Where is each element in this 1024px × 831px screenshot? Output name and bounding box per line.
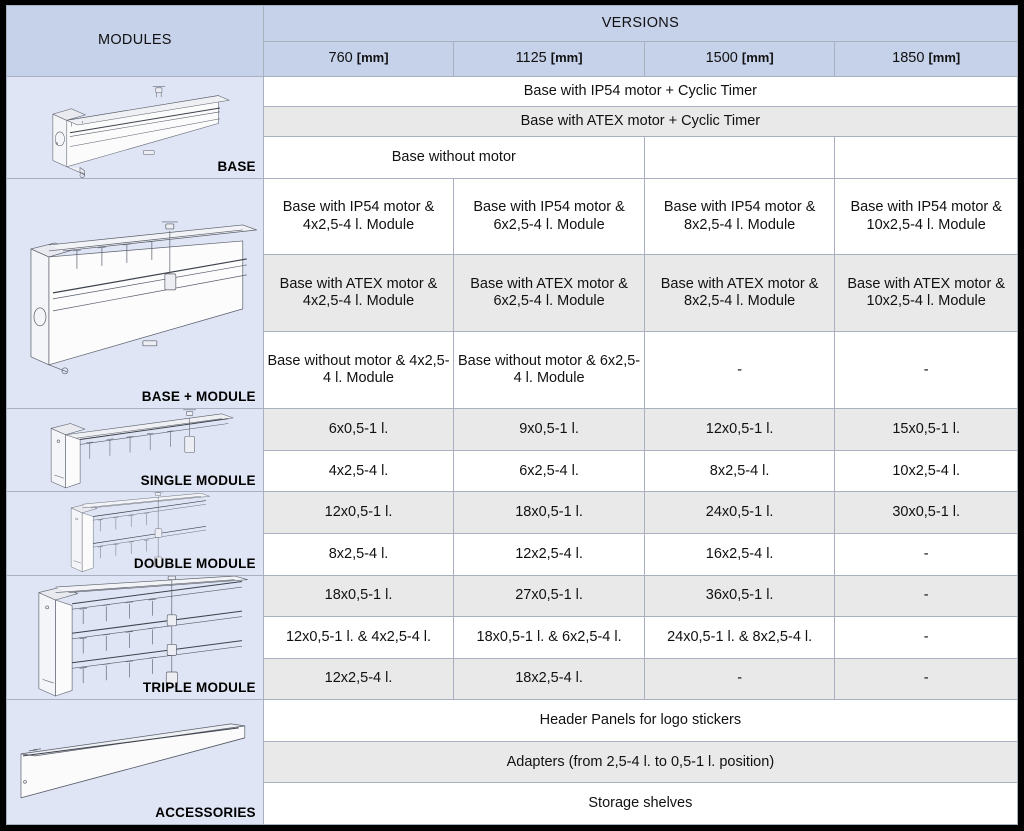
single-module-cell-1850-a: 15x0,5-1 l. xyxy=(835,409,1018,451)
base-cell-empty-1850 xyxy=(835,137,1018,179)
base-module-cell-760-ip54: Base with IP54 motor & 4x2,5-4 l. Module xyxy=(263,178,454,255)
base-cell-empty-1500 xyxy=(644,137,835,179)
header-size-1125 xyxy=(454,42,645,77)
triple-module-cell-760-a: 18x0,5-1 l. xyxy=(263,575,454,617)
base-module-cell-1500-nomotor: - xyxy=(644,332,835,409)
double-module-cell-1850-a: 30x0,5-1 l. xyxy=(835,492,1018,534)
accessories-image-cell xyxy=(7,700,264,825)
accessories-caption: ACCESSORIES xyxy=(155,805,256,821)
size-value: 1500 xyxy=(705,50,738,67)
base-module-cell-1850-ip54: Base with IP54 motor & 10x2,5-4 l. Module xyxy=(835,178,1018,255)
base-module-cell-1850-atex: Base with ATEX motor & 10x2,5-4 l. Module xyxy=(835,255,1018,332)
header-versions: VERSIONS xyxy=(263,6,1017,42)
base-module-cell-1500-ip54: Base with IP54 motor & 8x2,5-4 l. Module xyxy=(644,178,835,255)
triple-module-row-1 xyxy=(7,575,1018,617)
double-module-cell-1850-b: - xyxy=(835,534,1018,576)
triple-module-cell-1500-c: - xyxy=(644,658,835,700)
double-module-cell-760-a: 12x0,5-1 l. xyxy=(263,492,454,534)
triple-module-cell-1125-c: 18x2,5-4 l. xyxy=(454,658,645,700)
base-module-cell-1125-atex: Base with ATEX motor & 6x2,5-4 l. Module xyxy=(454,255,645,332)
size-unit: [mm] xyxy=(550,50,583,66)
single-module-caption: SINGLE MODULE xyxy=(140,472,256,488)
double-module-cell-1500-b: 16x2,5-4 l. xyxy=(644,534,835,576)
triple-module-cell-1500-b: 24x0,5-1 l. & 8x2,5-4 l. xyxy=(644,617,835,659)
base-module-cell-760-nomotor: Base without motor & 4x2,5-4 l. Module xyxy=(263,332,454,409)
size-unit: [mm] xyxy=(928,50,961,66)
double-module-image-cell xyxy=(7,492,264,575)
double-module-cell-1125-a: 18x0,5-1 l. xyxy=(454,492,645,534)
triple-module-cell-760-b: 12x0,5-1 l. & 4x2,5-4 l. xyxy=(263,617,454,659)
header-size-1850 xyxy=(835,42,1018,77)
base-module-cell-1125-nomotor: Base without motor & 6x2,5-4 l. Module xyxy=(454,332,645,409)
triple-module-cell-1850-b: - xyxy=(835,617,1018,659)
base-module-cell-1125-ip54: Base with IP54 motor & 6x2,5-4 l. Module xyxy=(454,178,645,255)
base-image-cell xyxy=(7,77,264,179)
base-module-caption: BASE + MODULE xyxy=(141,389,256,405)
base-module-row-1 xyxy=(7,178,1018,255)
triple-module-image-cell xyxy=(7,575,264,700)
size-unit: [mm] xyxy=(741,50,774,66)
size-value: 760 xyxy=(328,50,353,67)
accessories-cell-header-panels: Header Panels for logo stickers xyxy=(263,700,1017,742)
single-module-cell-1125-b: 6x2,5-4 l. xyxy=(454,450,645,492)
double-module-cell-760-b: 8x2,5-4 l. xyxy=(263,534,454,576)
double-module-caption: DOUBLE MODULE xyxy=(133,555,256,571)
modules-versions-matrix xyxy=(6,5,1018,825)
single-module-image-cell xyxy=(7,409,264,492)
base-plus-module-drawing xyxy=(7,179,263,409)
header-size-1500 xyxy=(644,42,835,77)
triple-module-cell-1500-a: 36x0,5-1 l. xyxy=(644,575,835,617)
base-module-cell-760-atex: Base with ATEX motor & 4x2,5-4 l. Module xyxy=(263,255,454,332)
double-module-cell-1125-b: 12x2,5-4 l. xyxy=(454,534,645,576)
accessories-cell-storage-shelves: Storage shelves xyxy=(263,783,1017,825)
triple-module-cell-1850-c: - xyxy=(835,658,1018,700)
size-unit: [mm] xyxy=(356,50,389,66)
single-module-cell-760-a: 6x0,5-1 l. xyxy=(263,409,454,451)
base-cell-ip54: Base with IP54 motor + Cyclic Timer xyxy=(263,77,1017,107)
size-value: 1850 xyxy=(892,50,925,67)
triple-module-cell-1125-b: 18x0,5-1 l. & 6x2,5-4 l. xyxy=(454,617,645,659)
base-module-cell-1850-nomotor: - xyxy=(835,332,1018,409)
base-cell-nomotor: Base without motor xyxy=(263,137,644,179)
triple-module-caption: TRIPLE MODULE xyxy=(142,680,256,696)
accessories-row-1 xyxy=(7,700,1018,742)
base-caption: BASE xyxy=(217,158,256,174)
header-row-top xyxy=(7,6,1018,42)
single-module-row-1 xyxy=(7,409,1018,451)
single-module-cell-760-b: 4x2,5-4 l. xyxy=(263,450,454,492)
accessories-cell-adapters: Adapters (from 2,5-4 l. to 0,5-1 l. position) xyxy=(263,741,1017,783)
base-row-1 xyxy=(7,77,1018,107)
base-cell-atex: Base with ATEX motor + Cyclic Timer xyxy=(263,107,1017,137)
header-size-760 xyxy=(263,42,454,77)
base-module-image-cell xyxy=(7,178,264,409)
double-module-cell-1500-a: 24x0,5-1 l. xyxy=(644,492,835,534)
header-modules: MODULES xyxy=(7,6,264,77)
single-module-cell-1500-b: 8x2,5-4 l. xyxy=(644,450,835,492)
table-container xyxy=(6,5,1018,825)
triple-module-cell-1125-a: 27x0,5-1 l. xyxy=(454,575,645,617)
base-module-cell-1500-atex: Base with ATEX motor & 8x2,5-4 l. Module xyxy=(644,255,835,332)
double-module-row-1 xyxy=(7,492,1018,534)
triple-module-cell-760-c: 12x2,5-4 l. xyxy=(263,658,454,700)
single-module-cell-1500-a: 12x0,5-1 l. xyxy=(644,409,835,451)
size-value: 1125 xyxy=(515,50,547,67)
triple-module-cell-1850-a: - xyxy=(835,575,1018,617)
single-module-cell-1850-b: 10x2,5-4 l. xyxy=(835,450,1018,492)
single-module-cell-1125-a: 9x0,5-1 l. xyxy=(454,409,645,451)
